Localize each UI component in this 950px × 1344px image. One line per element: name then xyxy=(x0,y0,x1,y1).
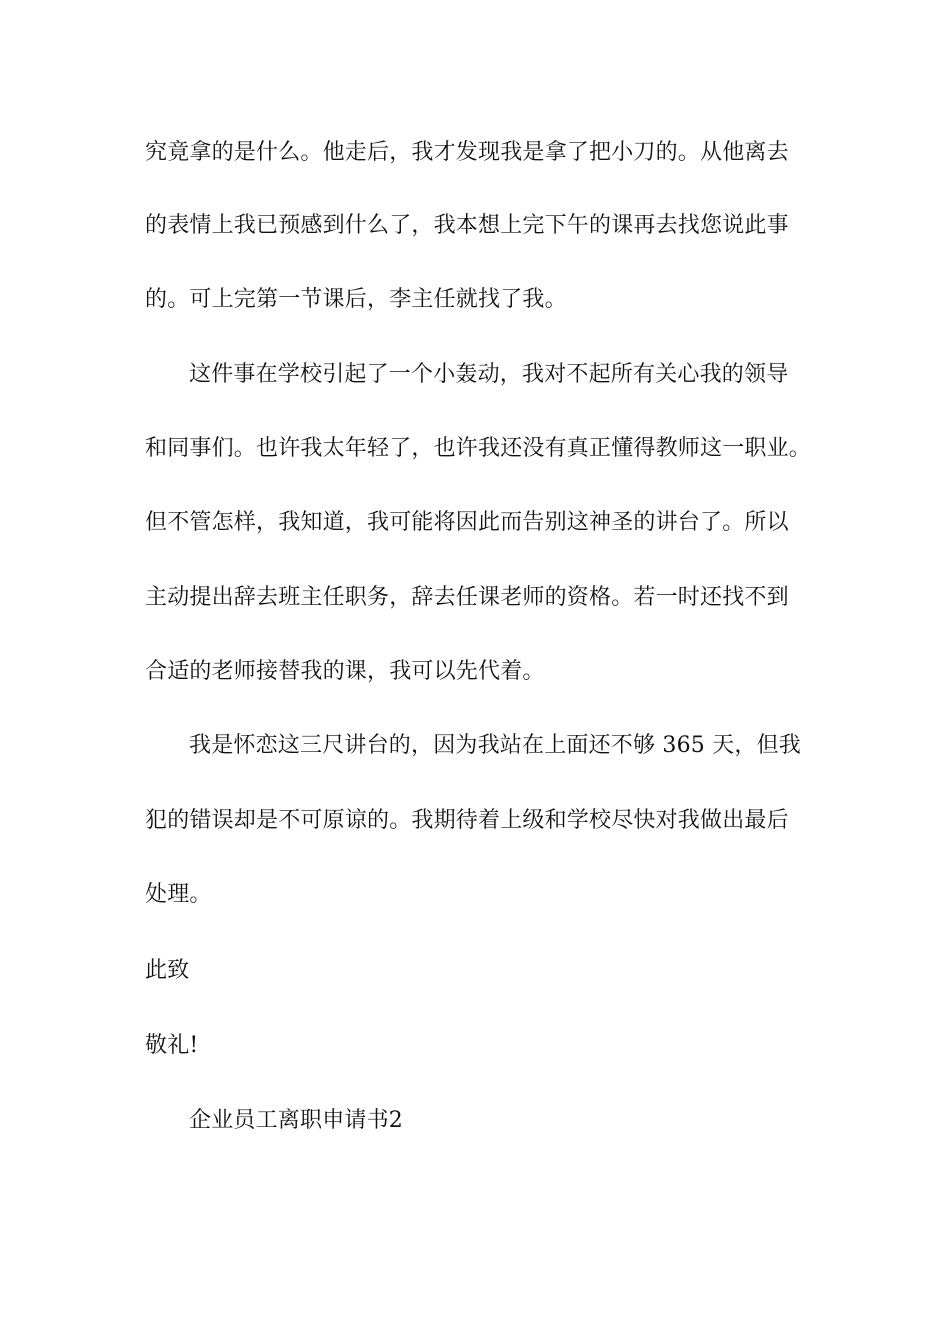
paragraph-line: 但不管怎样，我知道，我可能将因此而告别这神圣的讲台了。所以 xyxy=(145,510,789,535)
paragraph-line: 这件事在学校引起了一个小轰动，我对不起所有关心我的领导 xyxy=(189,362,789,387)
paragraph-line: 的表情上我已预感到什么了，我本想上完下午的课再去找您说此事 xyxy=(145,213,789,238)
paragraph-line: 我是怀恋这三尺讲台的，因为我站在上面还不够 365 天，但我 xyxy=(189,733,801,758)
paragraph-line: 犯的错误却是不可原谅的。我期待着上级和学校尽快对我做出最后 xyxy=(145,808,789,833)
closing-regards: 敬礼! xyxy=(145,1033,199,1058)
section-title: 企业员工离职申请书2 xyxy=(189,1108,403,1133)
closing-salutation: 此致 xyxy=(145,958,190,983)
paragraph-line: 合适的老师接替我的课，我可以先代着。 xyxy=(145,659,545,684)
paragraph-line: 主动提出辞去班主任职务，辞去任课老师的资格。若一时还找不到 xyxy=(145,585,789,610)
paragraph-line: 的。可上完第一节课后，李主任就找了我。 xyxy=(145,287,567,312)
paragraph-line: 究竟拿的是什么。他走后，我才发现我是拿了把小刀的。从他离去 xyxy=(145,140,789,165)
paragraph-line: 处理。 xyxy=(145,882,212,907)
paragraph-line: 和同事们。也许我太年轻了，也许我还没有真正懂得教师这一职业。 xyxy=(145,436,812,461)
